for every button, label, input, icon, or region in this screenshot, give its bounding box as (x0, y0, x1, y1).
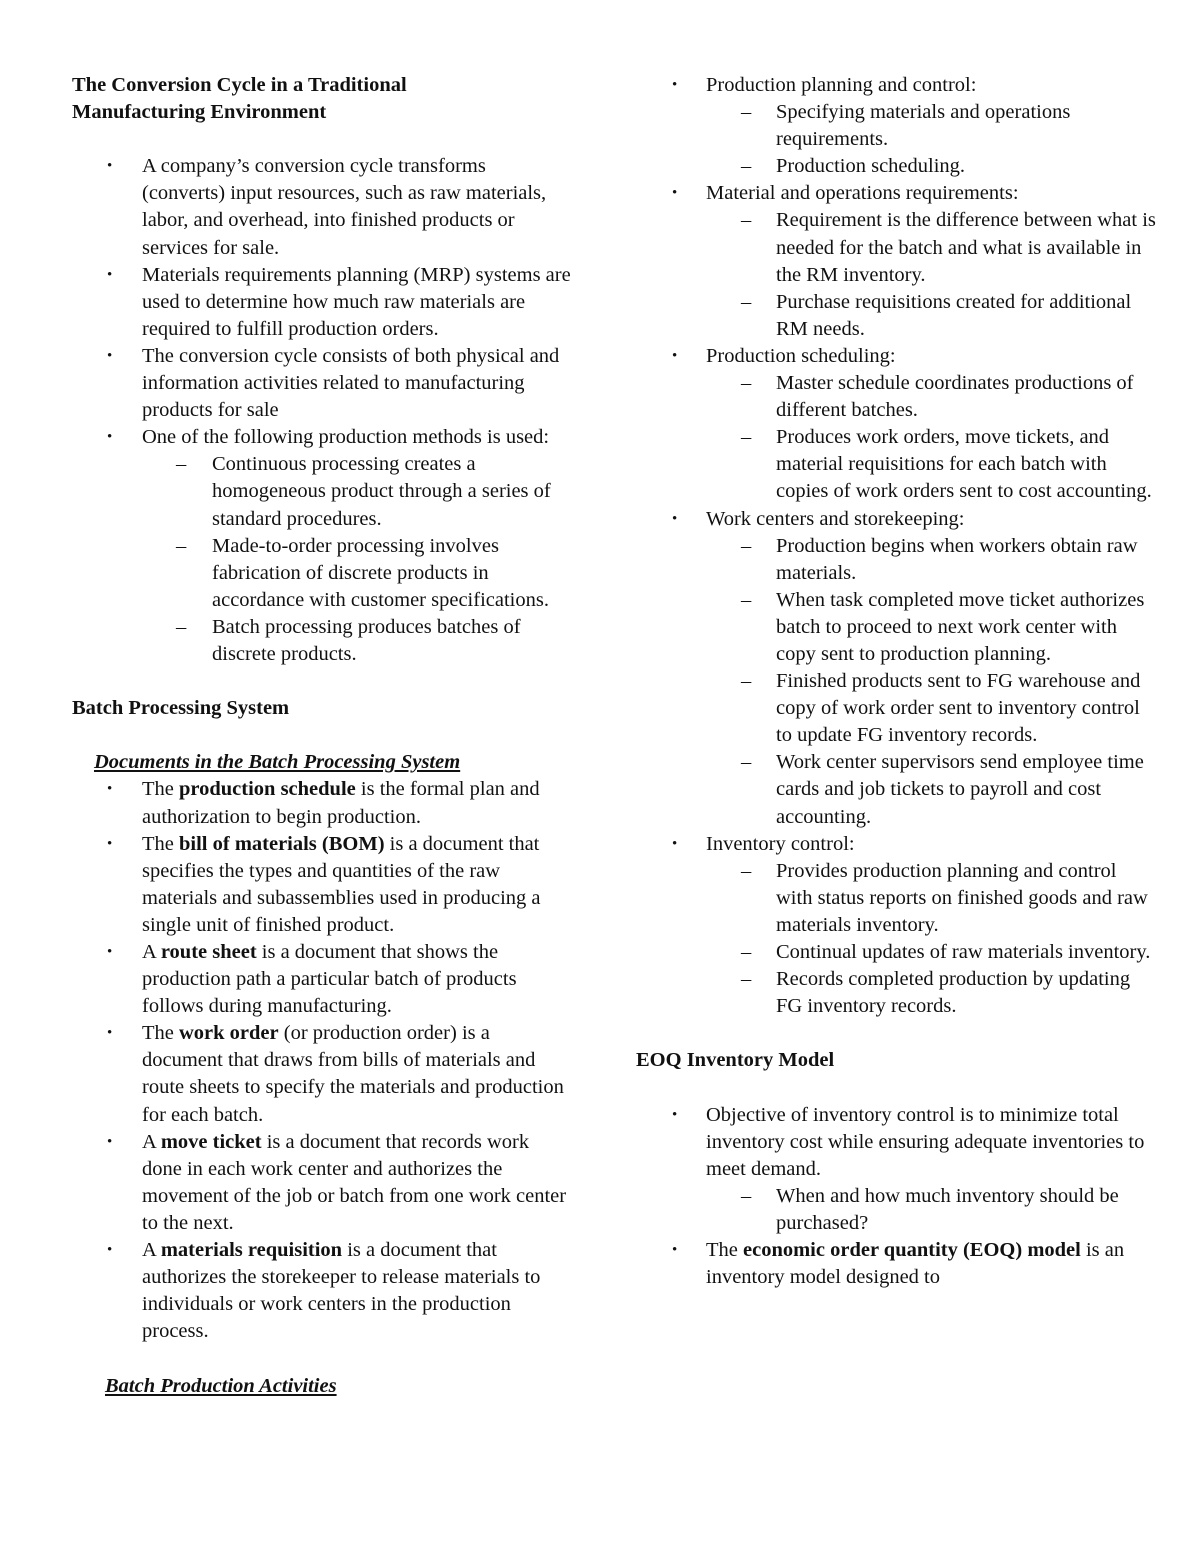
term: production schedule (179, 778, 356, 801)
list-item: – Production begins when workers obtain raw materials. (776, 533, 1156, 587)
list-item: – Continual updates of raw materials inventory. (776, 939, 1156, 966)
item-text: A (142, 1130, 161, 1153)
item-text: A (142, 941, 161, 963)
item-text: is a document that specifies the types and quantities of the raw materials and subassemblies used in producing a single unit of finished product. (142, 832, 541, 936)
list-item: – Master schedule coordinates productions of different batches. (776, 370, 1156, 424)
sub-list (706, 207, 1156, 342)
term: move ticket (160, 1130, 262, 1153)
list-item-text: Work centers and storekeeping: (706, 507, 965, 530)
list-item (706, 72, 1156, 180)
list-item: – Requirement is the difference between what is needed for the batch and what is available in the RM inventory. (776, 207, 1156, 288)
subsection-heading: Batch Production Activities (105, 1374, 337, 1397)
production-methods-list (142, 451, 572, 668)
section-heading: Batch Processing System (72, 697, 290, 720)
list-item (142, 831, 572, 939)
term: work order (179, 1022, 279, 1045)
item-text: The (142, 1022, 179, 1045)
list-item-text: Material and operations requirements: (706, 182, 1019, 205)
item-text: A (142, 1239, 161, 1262)
list-item: – Work center supervisors send employee time cards and job tickets to payroll and cost accounting. (776, 749, 1156, 830)
item-text: The (706, 1239, 743, 1262)
sub-list (706, 533, 1156, 831)
section-heading: EOQ Inventory Model (636, 1049, 835, 1072)
list-item: – Provides production planning and control with status reports on finished goods and raw materials inventory. (776, 858, 1156, 939)
list-item: – Continuous processing creates a homogeneous product through a series of standard procedures. (212, 451, 572, 532)
item-text: (or production order) is a document that draws from bills of materials and route sheets to specify the materials and production for each batch. (142, 1022, 564, 1126)
list-item: • A company’s conversion cycle transforms (converts) input resources, such as raw materials, labor, and overhead, into finished products or services for sale. (142, 153, 572, 261)
list-item: • The conversion cycle consists of both physical and information activities related to manufacturing products for sale (142, 343, 572, 424)
list-item (142, 1237, 572, 1345)
list-item: – Batch processing produces batches of discrete products. (212, 614, 572, 668)
sub-list (706, 99, 1156, 180)
right-column (636, 72, 1156, 1291)
list-item: – Made-to-order processing involves fabrication of discrete products in accordance with customer specifications. (212, 533, 572, 614)
list-item (142, 776, 572, 830)
list-item: – Purchase requisitions created for additional RM needs. (776, 289, 1156, 343)
list-item (142, 939, 572, 1020)
intro-bullet-list (72, 153, 572, 668)
list-item (706, 1102, 1156, 1237)
list-item (142, 424, 572, 668)
term: route sheet (160, 941, 257, 963)
eoq-list (636, 1102, 1156, 1292)
item-text: The (142, 832, 179, 855)
list-item: • Materials requirements planning (MRP) systems are used to determine how much raw materials are required to fulfill production orders. (142, 262, 572, 343)
list-item: – Produces work orders, move tickets, and material requisitions for each batch with copies of work orders sent to cost accounting. (776, 424, 1156, 505)
sub-list (706, 1183, 1156, 1237)
list-item (706, 506, 1156, 831)
sub-list (706, 370, 1156, 505)
item-text: is a document that shows the production path a particular batch of products follows during manufacturing. (142, 941, 517, 1018)
list-item: – When and how much inventory should be purchased? (776, 1183, 1156, 1237)
term: materials requisition (160, 1239, 343, 1262)
item-text: is a document that records work done in each work center and authorizes the movement of the job or batch from one work center to the next. (142, 1130, 567, 1234)
list-item (142, 1129, 572, 1237)
list-item (706, 343, 1156, 506)
item-text: is the formal plan and authorization to begin production. (142, 778, 540, 828)
list-item: – Records completed production by updating FG inventory records. (776, 966, 1156, 1020)
list-item: – Finished products sent to FG warehouse and copy of work order sent to inventory control to update FG inventory records. (776, 668, 1156, 749)
list-item (706, 1237, 1156, 1291)
list-item: – When task completed move ticket authorizes batch to proceed to next work center with copy sent to production planning. (776, 587, 1156, 668)
list-item-text: One of the following production methods is used: (142, 426, 550, 449)
list-item-text: Production scheduling: (706, 344, 896, 367)
item-text: is an inventory model designed to (706, 1239, 1125, 1289)
sub-list (706, 858, 1156, 1021)
documents-list (72, 776, 572, 1345)
list-item-text: Production planning and control: (706, 74, 977, 96)
list-item-text: Inventory control: (706, 832, 855, 855)
list-item (706, 180, 1156, 343)
item-text: The (142, 778, 179, 801)
list-item: – Production scheduling. (776, 153, 1156, 180)
item-text: is a document that authorizes the storekeeper to release materials to individuals or work centers in the production process. (142, 1239, 541, 1343)
left-column (72, 72, 572, 1400)
term: bill of materials (BOM) (179, 832, 385, 855)
document-title: The Conversion Cycle in a Traditional Manufacturing Environment (72, 74, 407, 124)
term: economic order quantity (EOQ) model (743, 1239, 1081, 1262)
list-item-text: Objective of inventory control is to minimize total inventory cost while ensuring adequate inventories to meet demand. (706, 1103, 1145, 1180)
list-item (142, 1020, 572, 1128)
list-item: – Specifying materials and operations requirements. (776, 99, 1156, 153)
process-list (636, 72, 1156, 1020)
subsection-heading: Documents in the Batch Processing System (94, 751, 461, 774)
list-item (706, 831, 1156, 1021)
